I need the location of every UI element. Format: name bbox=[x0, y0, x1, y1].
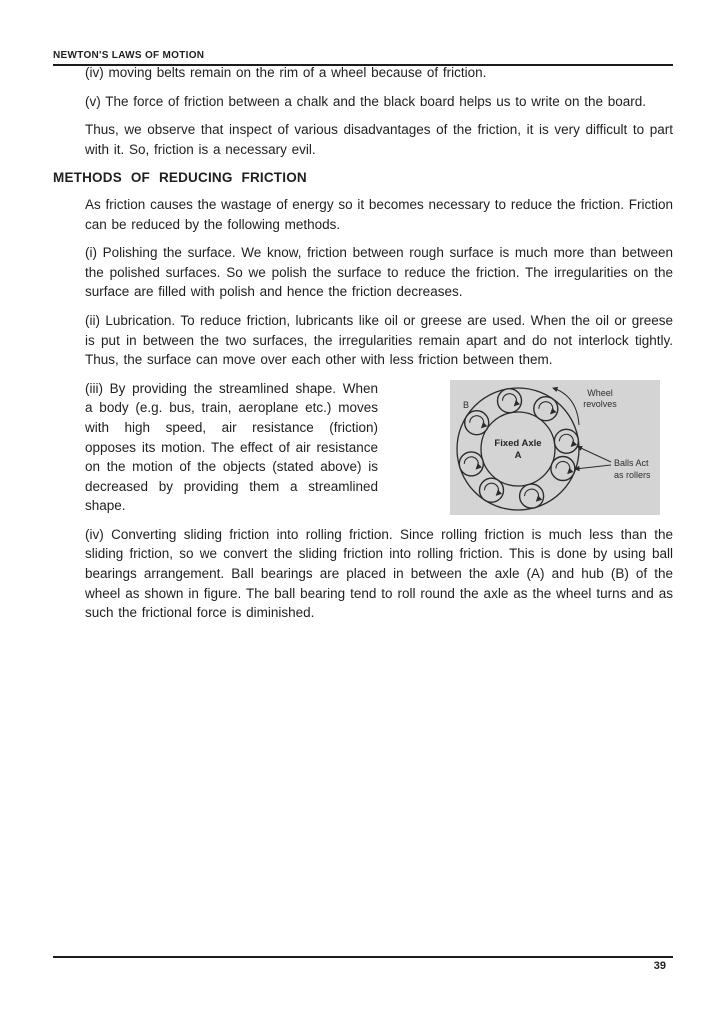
bearing-ball bbox=[551, 456, 575, 480]
streamlined-figure-row bbox=[53, 379, 673, 516]
page-header-title: NEWTON'S LAWS OF MOTION bbox=[53, 50, 205, 61]
fixed-axle-label: Fixed Axle bbox=[494, 437, 542, 449]
page-body bbox=[53, 63, 673, 632]
ball-bearing-diagram bbox=[450, 380, 660, 515]
bearing-ball bbox=[554, 429, 578, 453]
wheel-revolves-label-line1: Wheel bbox=[587, 387, 613, 398]
paragraph-necessary-evil: Thus, we observe that inspect of various disadvantages of the friction, it is very difficult to part with it. So, friction is a necessary evil. bbox=[85, 122, 673, 157]
bearing-ball bbox=[498, 388, 522, 412]
section-heading: METHODS OF REDUCING FRICTION bbox=[53, 170, 307, 186]
paragraph-point-iv-belts: (iv) moving belts remain on the rim of a wheel because of friction. bbox=[85, 65, 487, 80]
bearing-ball bbox=[480, 478, 504, 502]
wheel-revolves-label-line2: revolves bbox=[583, 398, 617, 409]
bearing-ball bbox=[459, 452, 483, 476]
bearing-ball bbox=[520, 484, 544, 508]
balls-act-label-line1: Balls Act bbox=[614, 457, 649, 468]
fixed-axle-label-a: A bbox=[514, 449, 522, 461]
hub-label-b: B bbox=[463, 399, 470, 410]
footer-rule bbox=[53, 956, 673, 958]
paragraph-lubrication: (ii) Lubrication. To reduce friction, lubricants like oil or greese are used. When the oil or greese is put in between the two surfaces, the irregularities remain apart and do not interlock tightly. Thus, the surface can move over each other with less friction between them. bbox=[85, 312, 673, 368]
paragraph-intro: As friction causes the wastage of energy so it becomes necessary to reduce the friction. Friction can be reduced by the following methods. bbox=[85, 196, 673, 232]
ball-bearing-figure bbox=[450, 380, 660, 515]
bearing-ball bbox=[534, 396, 558, 420]
balls-act-label-line2: as rollers bbox=[614, 469, 651, 480]
paragraph-point-v-chalk: (v) The force of friction between a chalk and the black board helps us to write on the board. bbox=[85, 93, 647, 109]
paragraph-streamlined: (iii) By providing the streamlined shape. When a body (e.g. bus, train, aeroplane etc.) moves with high speed, air resistance (friction) opposes its motion. The effect of air resistance on the motion of the objects (stated above) is decreased by providing them a streamlined shape. bbox=[85, 380, 378, 514]
paragraph-rolling-friction: (iv) Converting sliding friction into rolling friction. Since rolling friction is much less than the sliding friction, so we convert the sliding friction into rolling friction. This is done by using ball bearings arrangement. Ball bearings are placed in between the axle (A) and hub (B) of the wheel as shown in figure. The ball bearing tend to roll round the axle as the wheel turns and as such the frictional force is diminished. bbox=[85, 526, 673, 621]
bearing-ball bbox=[465, 410, 489, 434]
paragraph-polishing: (i) Polishing the surface. We know, friction between rough surface is much more than between the polished surfaces. So we polish the surface to reduce the friction. The irregularities on the surface are filled with polish and hence the friction decreases. bbox=[85, 245, 673, 300]
page-number: 39 bbox=[653, 960, 666, 972]
